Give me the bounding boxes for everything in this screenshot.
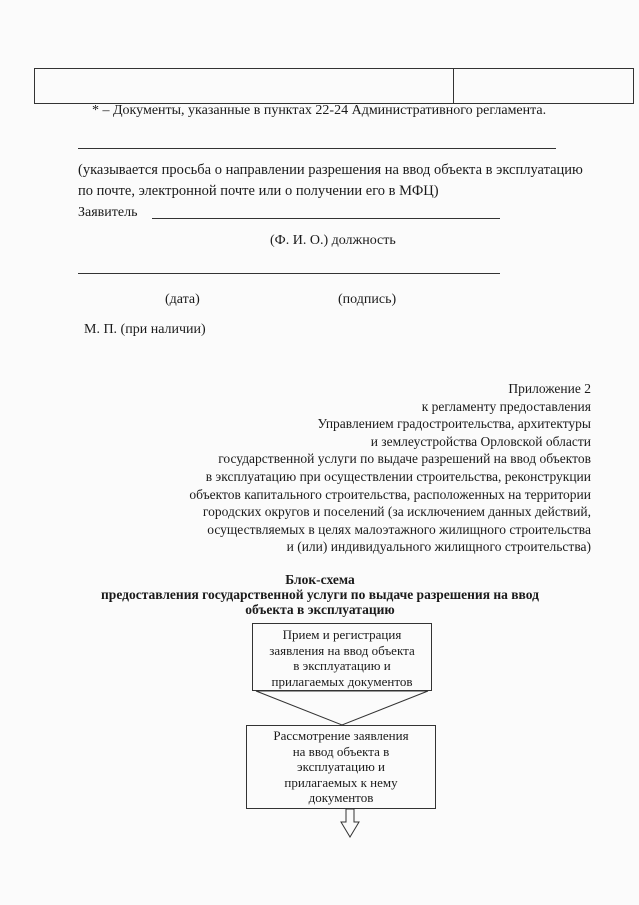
stamp-label: М. П. (при наличии) xyxy=(84,322,206,337)
box-text: Прием и регистрация xyxy=(282,627,402,642)
request-line-2: по почте, электронной почте или о получении его в МФЦ) xyxy=(78,183,439,199)
appendix-line: и землеустройства Орловской области xyxy=(370,433,591,449)
appendix-line: объектов капитального строительства, расположенных на территории xyxy=(189,486,591,502)
wide-arrow-down xyxy=(256,691,428,725)
box-text: заявления на ввод объекта xyxy=(269,642,415,658)
applicant-label: Заявитель xyxy=(78,205,138,220)
flowchart-subtitle-1: предоставления государственной услуги по выдаче разрешения на ввод xyxy=(101,587,539,602)
appendix-line: Управлением градостроительства, архитектуры xyxy=(317,416,591,432)
appendix-line: Приложение 2 xyxy=(508,381,591,396)
appendix-line: городских округов и поселений (за исключением данных действий, xyxy=(202,504,591,520)
appendix-line: к регламенту предоставления xyxy=(421,398,591,414)
fio-label: (Ф. И. О.) должность xyxy=(270,233,396,248)
box-text: документов xyxy=(308,790,374,805)
flowchart-subtitle-2: объекта в эксплуатацию xyxy=(245,602,395,617)
request-line-1: (указывается просьба о направлении разрешения на ввод объекта в эксплуатацию xyxy=(78,162,583,178)
appendix-line: и (или) индивидуального жилищного строительства) xyxy=(286,539,591,555)
date-label: (дата) xyxy=(165,292,200,307)
box-text: прилагаемых документов xyxy=(271,673,413,689)
footnote: * – Документы, указанные в пунктах 22-24 Административного регламента. xyxy=(92,103,547,118)
flow-box-review xyxy=(246,725,436,809)
box-text: Рассмотрение заявления xyxy=(273,728,409,743)
box-text: на ввод объекта в xyxy=(292,743,390,759)
appendix-line: в эксплуатацию при осуществлении строительства, реконструкции xyxy=(205,468,591,484)
box-text: прилагаемых к нему xyxy=(284,774,398,790)
flowchart-title: Блок-схема xyxy=(285,572,355,587)
appendix-line: осуществляемых в целях малоэтажного жилищного строительства xyxy=(207,521,591,537)
signature-label: (подпись) xyxy=(338,292,397,307)
appendix-line: государственной услуги по выдаче разрешений на ввод объектов xyxy=(218,451,591,467)
box-text: в эксплуатацию и xyxy=(293,658,391,673)
hollow-arrow-down xyxy=(341,809,359,837)
box-text: эксплуатацию и xyxy=(297,759,385,774)
